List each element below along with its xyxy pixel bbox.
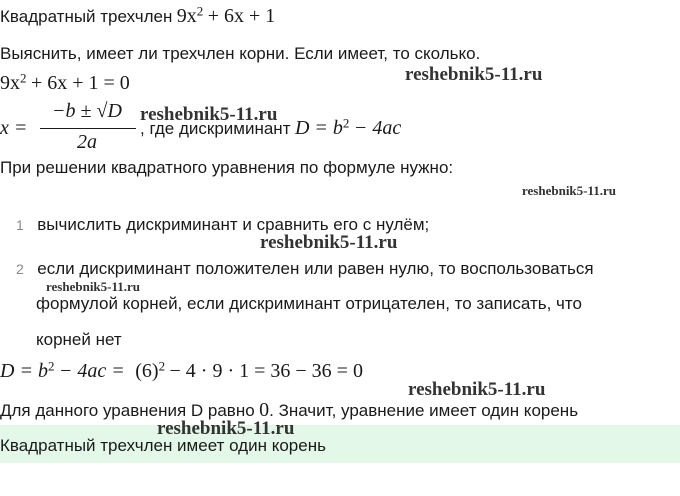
task-text: Выяснить, имеет ли трехчлен корни. Если имеет, то сколько. [0, 44, 481, 63]
list-number-2: 2 [16, 261, 24, 277]
formula-disc: D = b [294, 117, 343, 139]
calc-exp1: 2 [47, 358, 55, 374]
list-text-2-line1: если дискриминант положителен или равен нулю, то воспользоваться [37, 259, 594, 278]
calc-part3: (6) [135, 360, 159, 382]
formula-denominator: 2a [77, 131, 97, 153]
intro-text: При решении квадратного уравнения по формуле нужно: [0, 158, 454, 177]
formula-lhs: x = [0, 117, 28, 139]
fraction-bar [40, 128, 136, 129]
equation-exp: 2 [20, 70, 27, 86]
title-expr-exp: 2 [196, 3, 204, 19]
calc-part4: − 4 · 9 · 1 = 36 − 36 = 0 [169, 360, 363, 382]
watermark-2: reshebnik5-11.ru [140, 104, 278, 125]
equation-rest: + 6x + 1 = 0 [30, 72, 130, 94]
list-item-2 [16, 259, 594, 279]
formula-numerator: −b ± √D [52, 100, 122, 122]
title [0, 5, 275, 28]
calc-part2: − 4ac = [58, 360, 125, 382]
equation-base: 9x [0, 72, 20, 94]
watermark-3: reshebnik5-11.ru [522, 183, 617, 198]
conclusion-pre: Для данного уравнения D равно [0, 401, 255, 420]
answer-text: Квадратный трехчлен имеет один корень [0, 436, 326, 455]
watermark-7: reshebnik5-11.ru [157, 418, 295, 439]
equation [0, 72, 130, 95]
watermark-6: reshebnik5-11.ru [408, 379, 546, 400]
title-text: Квадратный трехчлен [0, 7, 173, 26]
list-text-2-line3: корней нет [36, 330, 122, 349]
title-expr-rest: + 6x + 1 [207, 5, 276, 27]
calc-exp2: 2 [158, 358, 166, 374]
calculation [0, 360, 363, 383]
watermark-1: reshebnik5-11.ru [405, 64, 543, 85]
list-text-1: вычислить дискриминант и сравнить его с нулём; [37, 215, 430, 234]
formula-disc-rest: − 4ac [353, 117, 402, 139]
conclusion-post: . Значит, уравнение имеет один корень [269, 401, 579, 420]
formula-text: , где дискриминант [140, 119, 291, 138]
conclusion-value: 0 [259, 399, 270, 421]
title-expr-base: 9x [176, 5, 197, 27]
watermark-5: reshebnik5-11.ru [46, 279, 141, 294]
formula-disc-exp: 2 [342, 115, 350, 131]
list-number-1: 1 [16, 217, 24, 233]
calc-part1: D = b [0, 360, 48, 382]
list-text-2-line2: формулой корней, если дискриминант отрицателен, то записать, что [36, 294, 582, 313]
watermark-4: reshebnik5-11.ru [260, 232, 398, 253]
